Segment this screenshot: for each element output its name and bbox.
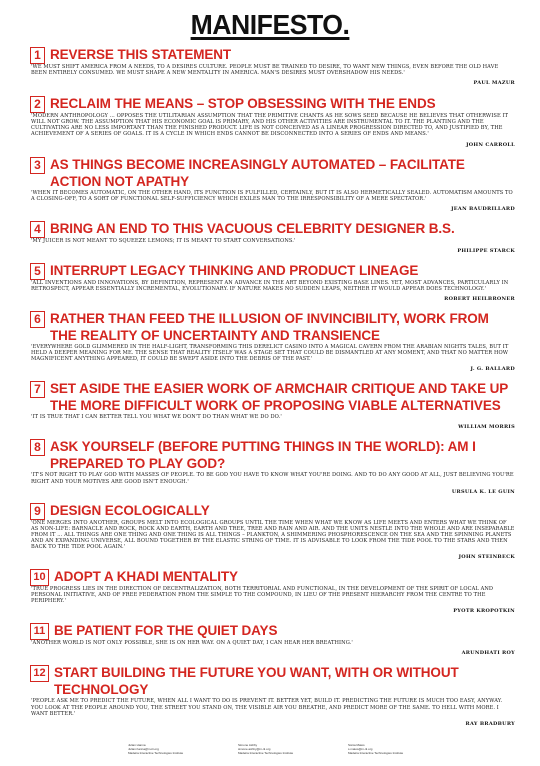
item-number-badge: 10: [30, 569, 49, 586]
item-number-badge: 11: [30, 623, 49, 640]
manifesto-list: [30, 46, 515, 735]
credit-line2: Julian.hanna@m-iti.org: [128, 746, 159, 751]
manifesto-item: [30, 438, 515, 494]
item-heading: RECLAIM THE MEANS – STOP OBSESSING WITH THE ENDS: [50, 96, 436, 112]
credit-line3: Madeira Interactive Technologies Institute: [128, 750, 184, 755]
item-number-badge: 4: [30, 221, 45, 238]
item-heading: SET ASIDE THE EASIER WORK OF ARMCHAIR CRITIQUE AND TAKE UP THE MORE DIFFICULT WORK OF PROPOSING VIABLE ALTERNATIVES: [50, 381, 508, 414]
item-number-badge: 2: [30, 96, 45, 113]
item-heading: ADOPT A KHADI MENTALITY: [54, 569, 238, 585]
manifesto-item: [30, 95, 515, 147]
item-number-badge: 7: [30, 381, 45, 398]
item-quote: 'WE MUST SHIFT AMERICA FROM A NEEDS, TO A DESIRES CULTURE. PEOPLE MUST BE TRAINED TO DESIRE, TO WANT NEW THINGS, EVEN BEFORE THE OLD HAVE BEEN ENTIRELY CONSUMED. WE MUST SHAPE A NEW MENTALITY IN AMERICA. MAN'S DESIRES MUST OVERSHADOW HIS NEEDS.': [31, 64, 499, 77]
item-quote: 'ALL INVENTIONS AND INNOVATIONS, BY DEFINITION, REPRESENT AN ADVANCE IN THE ART BEYOND EXISTING BASE LINES. YET, MOST ADVANCES, PARTICULARLY IN RETROSPECT, APPEAR ESSENTIALLY INCREMENTAL, EVOLUTIONARY. IF NATURE MAKES NO SUDDEN LEAPS, NEITHER IT WOULD APPEAR DOES TECHNOLOGY.': [31, 279, 509, 292]
item-header: [30, 262, 515, 280]
manifesto-item: [30, 568, 515, 614]
item-number-badge: 9: [30, 503, 45, 520]
item-header: [30, 438, 515, 472]
item-quote: 'TRUE PROGRESS LIES IN THE DIRECTION OF DECENTRALIZATION, BOTH TERRITORIAL AND FUNCTIONAL, IN THE DEVELOPMENT OF THE SPIRIT OF LOCAL AND PERSONAL INITIATIVE, AND OF FREE FEDERATION FROM THE SIMPLE TO THE COMPOUND, IN LIEU OF THE PRESENT HIERARCHY FROM THE CENTRE TO THE PERIPHERY.': [31, 586, 494, 605]
item-author: RAY BRADBURY: [465, 720, 515, 727]
manifesto-item: [30, 622, 515, 656]
item-author: JEAN BAUDRILLARD: [451, 205, 515, 212]
credit-column: [238, 744, 318, 755]
manifesto-item: [30, 156, 515, 212]
item-author: WILLIAM MORRIS: [458, 424, 515, 431]
item-author: PHILIPPE STARCK: [457, 247, 515, 254]
item-header: [30, 310, 515, 344]
item-heading: DESIGN ECOLOGICALLY: [50, 502, 210, 518]
manifesto-item: [30, 310, 515, 372]
item-heading: AS THINGS BECOME INCREASINGLY AUTOMATED – FACILITATE ACTION NOT APATHY: [50, 156, 465, 189]
item-heading: ASK YOURSELF (BEFORE PUTTING THINGS IN THE WORLD): AM I PREPARED TO PLAY GOD?: [50, 439, 476, 472]
item-quote: 'PEOPLE ASK ME TO PREDICT THE FUTURE, WHEN ALL I WANT TO DO IS PREVENT IT. BETTER YET, BUILD IT. PREDICTING THE FUTURE IS MUCH TOO EASY, ANYWAY. YOU LOOK AT THE PEOPLE AROUND YOU, THE STREET YOU STAND ON, THE VISIBLE AIR YOU BREATHE, AND PREDICT MORE OF THE SAME. TO HELL WITH MORE. I WANT BETTER.': [31, 698, 503, 717]
item-header: [30, 95, 515, 113]
credits-footer: [128, 744, 428, 755]
credit-line2: simone.ashby@m-iti.org: [238, 746, 271, 751]
credit-column: [348, 744, 428, 755]
credit-column: [128, 744, 208, 755]
item-heading: REVERSE THIS STATEMENT: [50, 47, 232, 62]
item-number-badge: 8: [30, 439, 45, 456]
manifesto-item: [30, 502, 515, 560]
item-author: URSULA K. LE GUIN: [451, 488, 515, 495]
item-header: [30, 156, 515, 190]
item-quote: 'IT'S NOT RIGHT TO PLAY GOD WITH MASSES OF PEOPLE. TO BE GOD YOU HAVE TO KNOW WHAT YOU'RE DOING. AND TO DO ANY GOOD AT ALL, JUST BELIEVING YOU'RE RIGHT AND YOUR MOTIVES ARE GOOD ISN'T ENOUGH.': [31, 472, 514, 485]
item-quote: 'ONE MERGES INTO ANOTHER, GROUPS MELT INTO ECOLOGICAL GROUPS UNTIL THE TIME WHEN WHAT WE KNOW AS LIFE MEETS AND ENTERS WHAT WE THINK OF AS NON-LIFE: BARNACLE AND ROCK, ROCK AND EARTH, EARTH AND TREE, TREE AND RAIN AND AIR. AND THE UNITS NESTLE INTO THE WHOLE AND ARE INSEPARABLE FROM IT ... ALL THINGS ARE ONE THING AND ONE THING IS ALL THINGS – PLANKTON, A SHIMMERING PHOSPHORESCENCE ON THE SEA AND THE SPINNING PLANETS AND AN EXPANDING UNIVERSE, ALL BOUND TOGETHER BY THE ELASTIC STRING OF TIME. IT IS ADVISABLE TO LOOK FROM THE TIDE POOL TO THE STARS AND THEN BACK TO THE TIDE POOL AGAIN.': [31, 519, 515, 550]
item-quote: 'EVERYWHERE GOLD GLIMMERED IN THE HALF-LIGHT, TRANSFORMING THIS DERELICT CASINO INTO A MAGICAL CAVERN FROM THE ARABIAN NIGHTS TALES, BUT IT HELD A DEEPER MEANING FOR ME. THE SENSE THAT REALITY ITSELF WAS A STAGE SET THAT COULD BE DISMANTLED AT ANY MOMENT, AND THAT NO MATTER HOW MAGNIFICENT ANYTHING APPEARED, IT COULD BE SWEPT ASIDE INTO THE DEBRIS OF THE PAST.': [31, 344, 509, 363]
page-title: MANIFESTO.: [190, 9, 350, 40]
item-heading: BE PATIENT FOR THE QUIET DAYS: [54, 623, 278, 639]
credit-line3: Madeira Interactive Technologies Institute: [348, 750, 404, 755]
item-heading: START BUILDING THE FUTURE YOU WANT, WITH OR WITHOUT TECHNOLOGY: [54, 665, 459, 698]
item-quote: 'WHEN IT BECOMES AUTOMATIC, ON THE OTHER HAND, ITS FUNCTION IS FULFILLED, CERTAINLY, BUT IT IS ALSO HERMETICALLY SEALED. AUTOMATISM AMOUNTS TO A CLOSING-OFF, TO A SORT OF FUNCTIONAL SELF-SUFFICIENCY WHICH EXILES MAN TO THE IRRESPONSIBILITY OF A MERE SPECTATOR.': [31, 189, 513, 202]
item-number-badge: 3: [30, 157, 45, 174]
item-author: ROBERT HEILBRONER: [444, 296, 515, 303]
item-header: [30, 220, 515, 238]
item-author: ARUNDHATI ROY: [461, 650, 515, 657]
manifesto-item: [30, 380, 515, 430]
item-heading: INTERRUPT LEGACY THINKING AND PRODUCT LINEAGE: [50, 262, 419, 278]
manifesto-item: [30, 262, 515, 302]
item-header: [30, 568, 515, 586]
credit-line2: s.matos@m-iti.org: [348, 746, 373, 751]
credit-line1: Simone Ashby: [238, 743, 258, 747]
item-author: JOHN STEINBECK: [458, 554, 515, 561]
item-header: [30, 380, 515, 414]
item-number-badge: 12: [30, 665, 49, 682]
item-number-badge: 1: [30, 47, 45, 64]
item-heading: BRING AN END TO THIS VACUOUS CELEBRITY DESIGNER B.S.: [50, 220, 455, 236]
item-quote: 'ANOTHER WORLD IS NOT ONLY POSSIBLE, SHE IS ON HER WAY. ON A QUIET DAY, I CAN HEAR HER BREATHING.': [31, 640, 353, 647]
item-header: [30, 46, 515, 64]
manifesto-item: [30, 664, 515, 726]
item-header: [30, 622, 515, 640]
credit-line1: Julian Hanna: [128, 743, 146, 747]
item-header: [30, 502, 515, 520]
item-header: [30, 664, 515, 698]
item-quote: 'MODERN ANTHROPOLOGY ... OPPOSES THE UTILITARIAN ASSUMPTION THAT THE PRIMITIVE CHANTS AS HE SOWS SEED BECAUSE HE BELIEVES THAT OTHERWISE IT WILL NOT GROW. THE ASSUMPTION THAT HIS ECONOMIC GOAL IS PRIMARY, AND HIS OTHER ACTIVITIES ARE INSTRUMENTAL TO IT. THE PLANTING AND THE CULTIVATING ARE NO LESS IMPORTANT THAN THE FINISHED PRODUCT. LIFE IS NOT CONCEIVED AS A LINEAR PROGRESSION DIRECTED TO, AND JUSTIFIED BY, THE ACHIEVEMENT OF A SERIES OF GOALS. IT IS A CYCLE IN WHICH ENDS CANNOT BE DISCONNECTED INTO A SERIES OF ENDS AND MEANS.': [31, 113, 509, 138]
item-heading: RATHER THAN FEED THE ILLUSION OF INVINCIBILITY, WORK FROM THE REALITY OF UNCERTAINTY AND TRANSIENCE: [50, 311, 489, 344]
item-author: JOHN CARROLL: [466, 141, 515, 148]
item-number-badge: 6: [30, 311, 45, 328]
item-quote: 'IT IS TRUE THAT I CAN BETTER TELL YOU WHAT WE DON'T DO THAN WHAT WE DO DO.': [31, 414, 282, 421]
manifesto-item: [30, 46, 515, 86]
item-author: J. G. BALLARD: [470, 366, 515, 373]
credit-line3: Madeira Interactive Technologies Institute: [238, 750, 294, 755]
manifesto-item: [30, 220, 515, 254]
credit-line1: Sónia Matos: [348, 743, 365, 747]
item-quote: 'MY JUICER IS NOT MEANT TO SQUEEZE LEMONS; IT IS MEANT TO START CONVERSATIONS.': [31, 237, 296, 244]
item-number-badge: 5: [30, 263, 45, 280]
item-author: PYOTR KROPOTKIN: [453, 608, 515, 615]
item-author: PAUL MAZUR: [473, 80, 515, 87]
